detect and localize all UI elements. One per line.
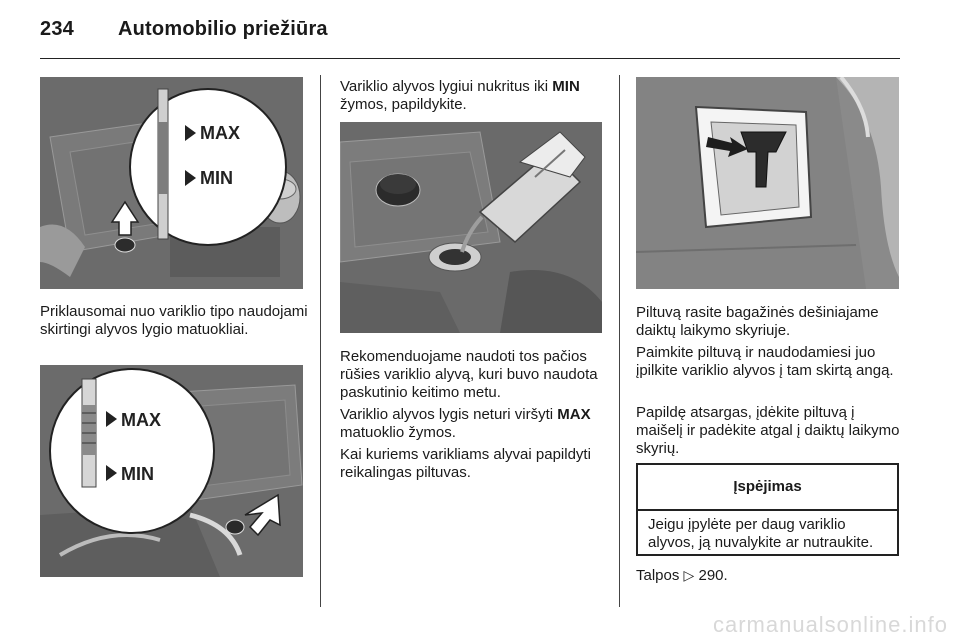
engine-dipstick-illustration-1: [40, 77, 303, 289]
refill-text-part: žymos, papildykite.: [340, 96, 467, 113]
capacity-reference: Talpos ▷ 290.: [636, 567, 728, 584]
dipstick-types-text: Priklausomai nuo variklio tipo naudojami skirtingi alyvos lygio matuokliai.: [40, 303, 308, 338]
trunk-compartment-illustration: [636, 77, 899, 289]
max-level-text: [340, 406, 605, 442]
oil-type-recommendation: Rekomenduojame naudoti tos pačios rūšies variklio alyvą, kuri buvo naudota paskutinio keitimo metu.: [340, 348, 598, 401]
dipstick-figure-2: [40, 365, 303, 577]
fig1-max-label: MAX: [200, 123, 240, 143]
reference-page-number[interactable]: 290: [698, 567, 724, 584]
warning-body: Jeigu įpylėte per daug variklio alyvos, ją nuvalykite ar nutraukite.: [648, 516, 874, 551]
max-text-part: Variklio alyvos lygis neturi viršyti: [340, 406, 558, 423]
engine-dipstick-illustration-2: [40, 365, 303, 577]
funnel-required-text: Kai kuriems varikliams alyvai papildyti reikalingas piltuvas.: [340, 446, 591, 481]
oil-filling-illustration: [340, 122, 602, 333]
page-title: Automobilio priežiūra: [118, 18, 328, 40]
oil-filling-figure: [340, 122, 602, 333]
watermark: carmanualsonline.info: [712, 612, 948, 637]
warning-title: Įspėjimas: [638, 465, 897, 511]
page-header: [40, 18, 328, 41]
funnel-location-text: Piltuvą rasite bagažinės dešiniajame daiktų laikymo skyriuje.: [636, 304, 879, 339]
fig1-min-label: MIN: [200, 168, 233, 188]
reference-label: Talpos: [636, 567, 680, 584]
fig2-max-label: MAX: [121, 410, 161, 430]
max-text-part: matuoklio žymos.: [340, 424, 456, 441]
fig2-min-label: MIN: [121, 464, 154, 484]
column-divider-1: [320, 75, 321, 607]
dipstick-figure-1: [40, 77, 303, 289]
column-divider-2: [619, 75, 620, 607]
funnel-storage-text: Papildę atsargas, įdėkite piltuvą į maišelį ir padėkite atgal į daiktų laikymo skyrių.: [636, 404, 900, 457]
page-reference-arrow-icon: ▷: [683, 567, 695, 583]
refill-instruction-text: [340, 78, 605, 114]
funnel-location-figure: [636, 77, 899, 289]
page-number: 234: [40, 18, 74, 40]
header-rule: [40, 58, 900, 59]
max-mark-label: MAX: [557, 406, 591, 423]
min-mark-label: MIN: [552, 78, 580, 95]
refill-text-part: Variklio alyvos lygiui nukritus iki: [340, 78, 553, 95]
funnel-usage-text: Paimkite piltuvą ir naudodamiesi juo įpilkite variklio alyvos į tam skirtą angą.: [636, 344, 894, 379]
warning-box: [636, 463, 899, 556]
